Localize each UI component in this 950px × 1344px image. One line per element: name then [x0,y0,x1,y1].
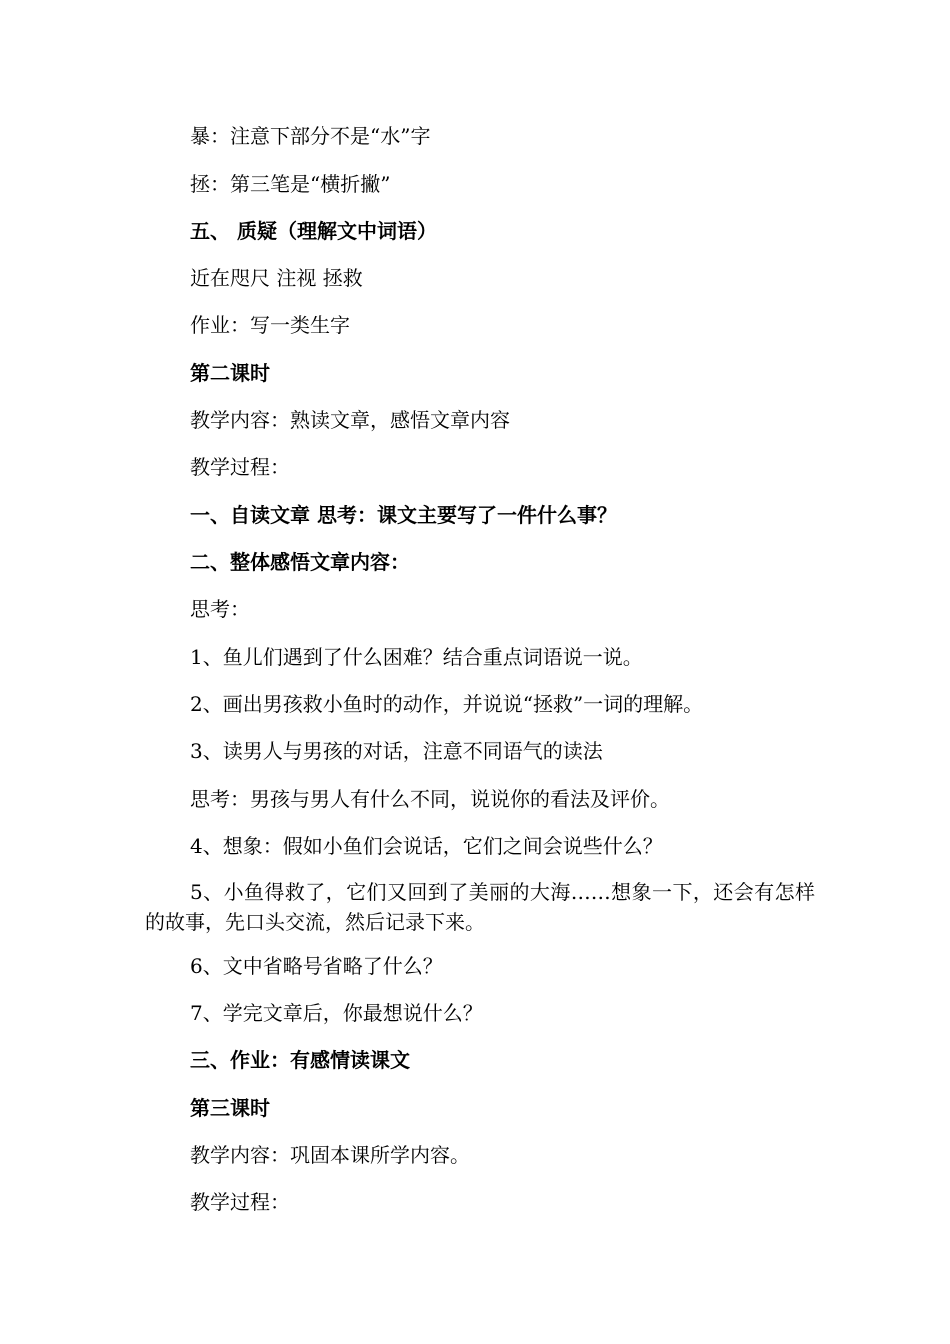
question-1: 1、鱼儿们遇到了什么困难？结合重点词语说一说。 [190,645,643,669]
note-zheng: 拯：第三笔是“横折撇” [190,172,391,196]
section-heading-2: 二、整体感悟文章内容： [190,550,410,574]
think-label: 思考： [190,597,250,621]
question-4: 4、想象：假如小鱼们会说话，它们之间会说些什么？ [190,834,663,858]
lesson-3-heading: 第三课时 [190,1096,270,1120]
question-5: 5、小鱼得救了，它们又回到了美丽的大海……想象一下，还会有怎样的故事，先口头交流，然后记录下来。 [145,880,815,934]
lesson-2-heading: 第二课时 [190,361,270,385]
section-heading-5: 五、 质疑（理解文中词语） [190,219,437,243]
lesson-3-content: 教学内容：巩固本课所学内容。 [190,1143,470,1167]
lesson-2-content: 教学内容：熟读文章，感悟文章内容 [190,408,510,432]
vocabulary-list: 近在咫尺 注视 拯救 [190,266,363,290]
note-bao: 暴：注意下部分不是“水”字 [190,124,431,148]
question-6: 6、文中省略号省略了什么？ [190,954,443,978]
question-3: 3、读男人与男孩的对话，注意不同语气的读法 [190,739,603,763]
lesson-3-process: 教学过程： [190,1190,290,1214]
lesson-2-process: 教学过程： [190,455,290,479]
section-heading-3: 三、作业：有感情读课文 [190,1048,410,1072]
question-7: 7、学完文章后，你最想说什么？ [190,1001,483,1025]
section-heading-1: 一、自读文章 思考：课文主要写了一件什么事？ [190,503,617,527]
think-question: 思考：男孩与男人有什么不同，说说你的看法及评价。 [190,787,670,811]
homework-1: 作业：写一类生字 [190,313,350,337]
question-2: 2、画出男孩救小鱼时的动作，并说说“拯救”一词的理解。 [190,692,704,716]
